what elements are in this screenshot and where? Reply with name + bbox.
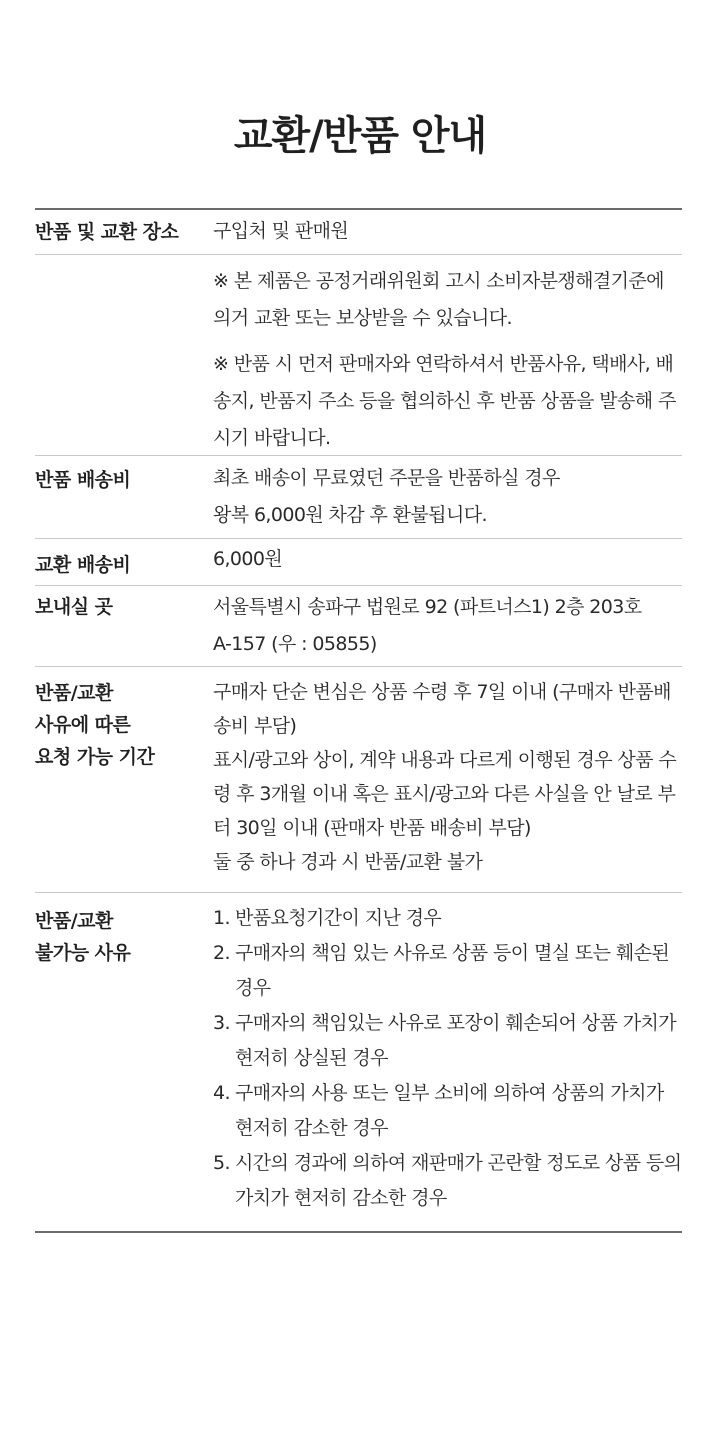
list-item xyxy=(213,901,682,936)
list-text: 반품요청기간이 지난 경우 xyxy=(235,907,442,929)
value-line: 구매자 단순 변심은 상품 수령 후 7일 이내 (구매자 반품배송비 부담) xyxy=(213,681,671,737)
list-text: 구매자의 사용 또는 일부 소비에 의하여 상품의 가치가 현저히 감소한 경우 xyxy=(235,1082,664,1139)
row-value xyxy=(213,893,682,1231)
row-non-returnable xyxy=(35,892,682,1231)
page-title: 교환/반품 안내 xyxy=(233,113,487,159)
value-line: 6,000원 xyxy=(213,548,283,570)
row-label: 반품 배송비 xyxy=(35,469,131,491)
row-value xyxy=(213,586,682,666)
list-text: 시간의 경과에 의하여 재판매가 곤란할 정도로 상품 등의 가치가 현저히 감소한 경우 xyxy=(235,1152,682,1209)
notice-text: ※ 본 제품은 공정거래위원회 고시 소비자분쟁해결기준에 의거 교환 또는 보상받을 수 있습니다. xyxy=(213,270,664,329)
list-text: 구매자의 책임있는 사유로 포장이 훼손되어 상품 가치가 현저히 상실된 경우 xyxy=(235,1012,676,1069)
list-number: 4. xyxy=(213,1082,230,1104)
row-return-place xyxy=(35,210,682,254)
row-label: 보내실 곳 xyxy=(35,596,113,618)
value-line: 서울특별시 송파구 법원로 92 (파트너스1) 2층 203호 xyxy=(213,596,642,618)
row-label: 반품/교환 불가능 사유 xyxy=(35,910,131,964)
list-text: 구매자의 책임 있는 사유로 상품 등이 멸실 또는 훼손된 경우 xyxy=(235,942,670,999)
reason-list xyxy=(213,901,682,1216)
list-number: 2. xyxy=(213,942,230,964)
row-label xyxy=(35,255,213,455)
row-value xyxy=(213,210,682,254)
row-value xyxy=(213,456,682,538)
value-line: 둘 중 하나 경과 시 반품/교환 불가 xyxy=(213,851,483,873)
value-line: 최초 배송이 무료였던 주문을 반품하실 경우 xyxy=(213,467,560,489)
notice-text: ※ 반품 시 먼저 판매자와 연락하셔서 반품사유, 택배사, 배송지, 반품지 주소 등을 협의하신 후 반품 상품을 발송해 주시기 바랍니다. xyxy=(213,353,676,449)
row-request-period xyxy=(35,666,682,892)
row-label: 반품 및 교환 장소 xyxy=(35,221,179,243)
list-number: 3. xyxy=(213,1012,230,1034)
list-item xyxy=(213,1146,682,1216)
row-value xyxy=(213,539,682,585)
value-line: A-157 (우 : 05855) xyxy=(213,633,377,655)
value-line: 구입처 및 판매원 xyxy=(213,220,349,242)
row-notes xyxy=(35,254,682,455)
row-value xyxy=(213,667,682,892)
list-item xyxy=(213,1006,682,1076)
list-number: 5. xyxy=(213,1152,230,1174)
row-ship-to xyxy=(35,585,682,666)
row-return-shipping xyxy=(35,455,682,538)
value-line: 왕복 6,000원 차감 후 환불됩니다. xyxy=(213,504,487,526)
value-line: 표시/광고와 상이, 계약 내용과 다르게 이행된 경우 상품 수령 후 3개월 이내 혹은 표시/광고와 다른 사실을 안 날로 부터 30일 이내 (판매자 반품 배송비 부담) xyxy=(213,749,677,839)
row-exchange-shipping xyxy=(35,538,682,585)
row-label: 반품/교환 사유에 따른 요청 가능 기간 xyxy=(35,682,155,768)
list-number: 1. xyxy=(213,907,230,929)
row-label: 교환 배송비 xyxy=(35,554,131,576)
list-item xyxy=(213,1076,682,1146)
row-value xyxy=(213,255,682,455)
info-table xyxy=(35,208,682,1233)
list-item xyxy=(213,936,682,1006)
